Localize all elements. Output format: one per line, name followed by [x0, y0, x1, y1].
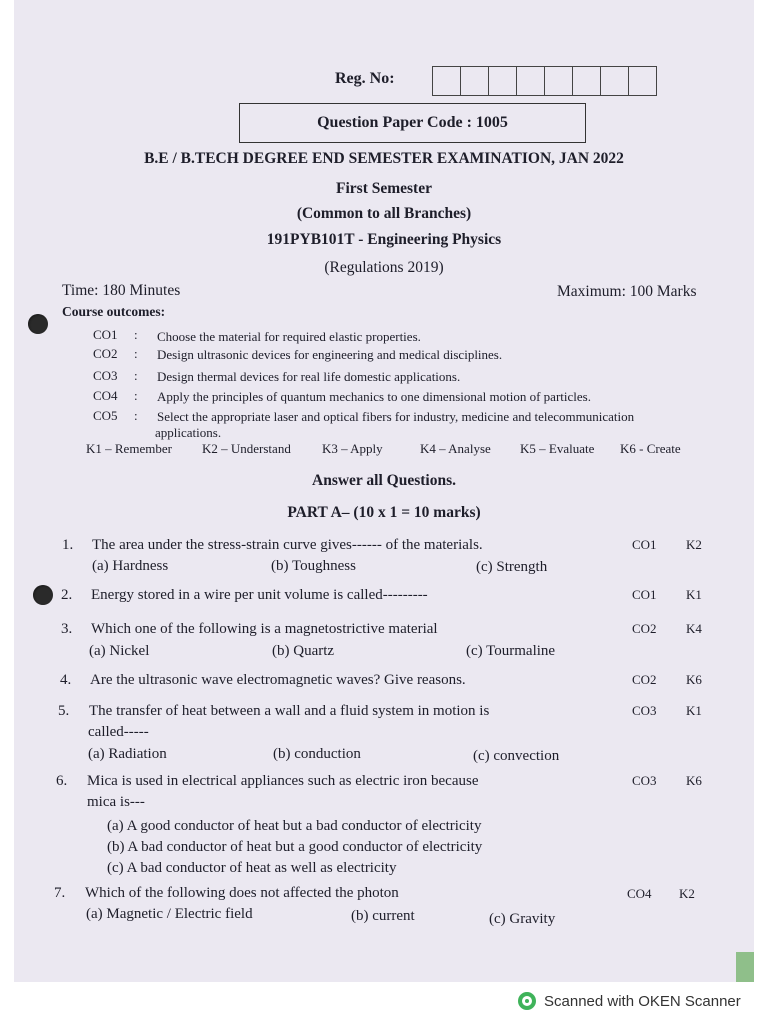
question-text: The transfer of heat between a wall and a fluid system in motion is: [89, 703, 490, 719]
knowledge-level: K6 - Create: [620, 441, 681, 456]
outcome-text: Apply the principles of quantum mechanics to one dimensional motion of particles.: [157, 389, 591, 404]
option-b: (b) A bad conductor of heat but a good conductor of electricity: [107, 839, 483, 855]
question-number: 1.: [62, 537, 74, 553]
option-a: (a) Magnetic / Electric field: [86, 906, 253, 922]
option-c: (c) convection: [473, 748, 560, 764]
outcome-colon: :: [134, 346, 138, 361]
outcome-code: CO5: [93, 408, 118, 423]
reg-no-cell: [461, 67, 489, 95]
question-number: 7.: [54, 885, 66, 901]
question-co: CO1: [632, 537, 657, 552]
question-k-level: K1: [686, 587, 702, 602]
reg-no-cell: [573, 67, 601, 95]
scanner-text: Scanned with OKEN Scanner: [544, 992, 741, 1010]
reg-no-cell: [433, 67, 461, 95]
outcome-colon: :: [134, 368, 138, 383]
outcome-text: Design thermal devices for real life domestic applications.: [157, 369, 461, 384]
option-c: (c) Gravity: [489, 911, 556, 927]
option-c: (c) A bad conductor of heat as well as electricity: [107, 860, 397, 876]
reg-no-cell: [517, 67, 545, 95]
paper-edge-strip: [736, 952, 754, 982]
outcome-text: Select the appropriate laser and optical fibers for industry, medicine and telecommunication: [157, 409, 635, 424]
course-outcomes-heading: Course outcomes:: [62, 304, 166, 319]
question-k-level: K2: [679, 886, 695, 901]
question-number: 3.: [61, 621, 73, 637]
knowledge-level: K1 – Remember: [86, 441, 172, 456]
outcome-code: CO4: [93, 388, 118, 403]
reg-no-boxes: [432, 66, 657, 96]
option-b: (b) conduction: [273, 746, 361, 762]
question-co: CO4: [627, 886, 652, 901]
outcome-code: CO3: [93, 368, 118, 383]
outcome-code: CO1: [93, 327, 118, 342]
question-number: 2.: [61, 587, 73, 603]
question-text: Energy stored in a wire per unit volume is called---------: [91, 587, 428, 603]
outcome-colon: :: [134, 327, 138, 342]
part-a-heading: PART A– (10 x 1 = 10 marks): [287, 504, 481, 521]
scanner-logo-icon: [518, 992, 536, 1010]
exam-time: Time: 180 Minutes: [62, 282, 181, 299]
option-c: (c) Tourmaline: [466, 643, 556, 659]
question-text-continued: mica is---: [87, 794, 145, 810]
reg-no-cell: [629, 67, 656, 95]
option-a: (a) Nickel: [89, 643, 150, 659]
question-co: CO1: [632, 587, 657, 602]
knowledge-level: K5 – Evaluate: [520, 441, 595, 456]
option-b: (b) current: [351, 908, 415, 924]
course-title: 191PYB101T - Engineering Physics: [266, 231, 502, 248]
reg-no-cell: [489, 67, 517, 95]
punch-hole: [28, 314, 48, 334]
knowledge-level: K3 – Apply: [322, 441, 383, 456]
outcome-text-continued: applications.: [155, 425, 222, 440]
regulations: (Regulations 2019): [324, 259, 444, 276]
punch-hole: [33, 585, 53, 605]
reg-no-cell: [545, 67, 573, 95]
question-k-level: K6: [686, 773, 702, 788]
question-k-level: K4: [686, 621, 702, 636]
option-a: (a) Hardness: [92, 558, 169, 574]
option-b: (b) Toughness: [271, 558, 356, 574]
question-text-continued: called-----: [88, 724, 149, 740]
question-k-level: K1: [686, 703, 702, 718]
question-co: CO2: [632, 672, 657, 687]
outcome-text: Choose the material for required elastic properties.: [157, 329, 421, 344]
common-branches: (Common to all Branches): [296, 205, 472, 222]
outcome-colon: :: [134, 408, 138, 423]
question-number: 6.: [56, 773, 68, 789]
question-number: 5.: [58, 703, 70, 719]
question-text: The area under the stress-strain curve gives------ of the materials.: [92, 537, 483, 553]
question-k-level: K6: [686, 672, 702, 687]
question-text: Which of the following does not affected the photon: [85, 885, 399, 901]
scanner-watermark: [518, 990, 741, 1012]
question-paper-code: Question Paper Code : 1005: [239, 103, 586, 143]
question-co: CO2: [632, 621, 657, 636]
question-text: Are the ultrasonic wave electromagnetic waves? Give reasons.: [90, 672, 466, 688]
knowledge-level: K2 – Understand: [202, 441, 291, 456]
question-text: Mica is used in electrical appliances such as electric iron because: [87, 773, 479, 789]
semester: First Semester: [336, 180, 432, 197]
question-text: Which one of the following is a magnetostrictive material: [91, 621, 438, 637]
outcome-colon: :: [134, 388, 138, 403]
option-a: (a) Radiation: [88, 746, 167, 762]
option-b: (b) Quartz: [272, 643, 335, 659]
option-c: (c) Strength: [476, 559, 548, 575]
question-co: CO3: [632, 703, 657, 718]
instructions: Answer all Questions.: [312, 472, 456, 489]
exam-title: B.E / B.TECH DEGREE END SEMESTER EXAMINATION, JAN 2022: [144, 150, 624, 167]
question-k-level: K2: [686, 537, 702, 552]
question-co: CO3: [632, 773, 657, 788]
outcome-text: Design ultrasonic devices for engineering and medical disciplines.: [157, 347, 503, 362]
option-a: (a) A good conductor of heat but a bad conductor of electricity: [107, 818, 482, 834]
question-number: 4.: [60, 672, 72, 688]
reg-no-cell: [601, 67, 629, 95]
outcome-code: CO2: [93, 346, 118, 361]
reg-no-label: Reg. No:: [335, 70, 395, 87]
knowledge-level: K4 – Analyse: [420, 441, 491, 456]
maximum-marks: Maximum: 100 Marks: [557, 283, 697, 300]
